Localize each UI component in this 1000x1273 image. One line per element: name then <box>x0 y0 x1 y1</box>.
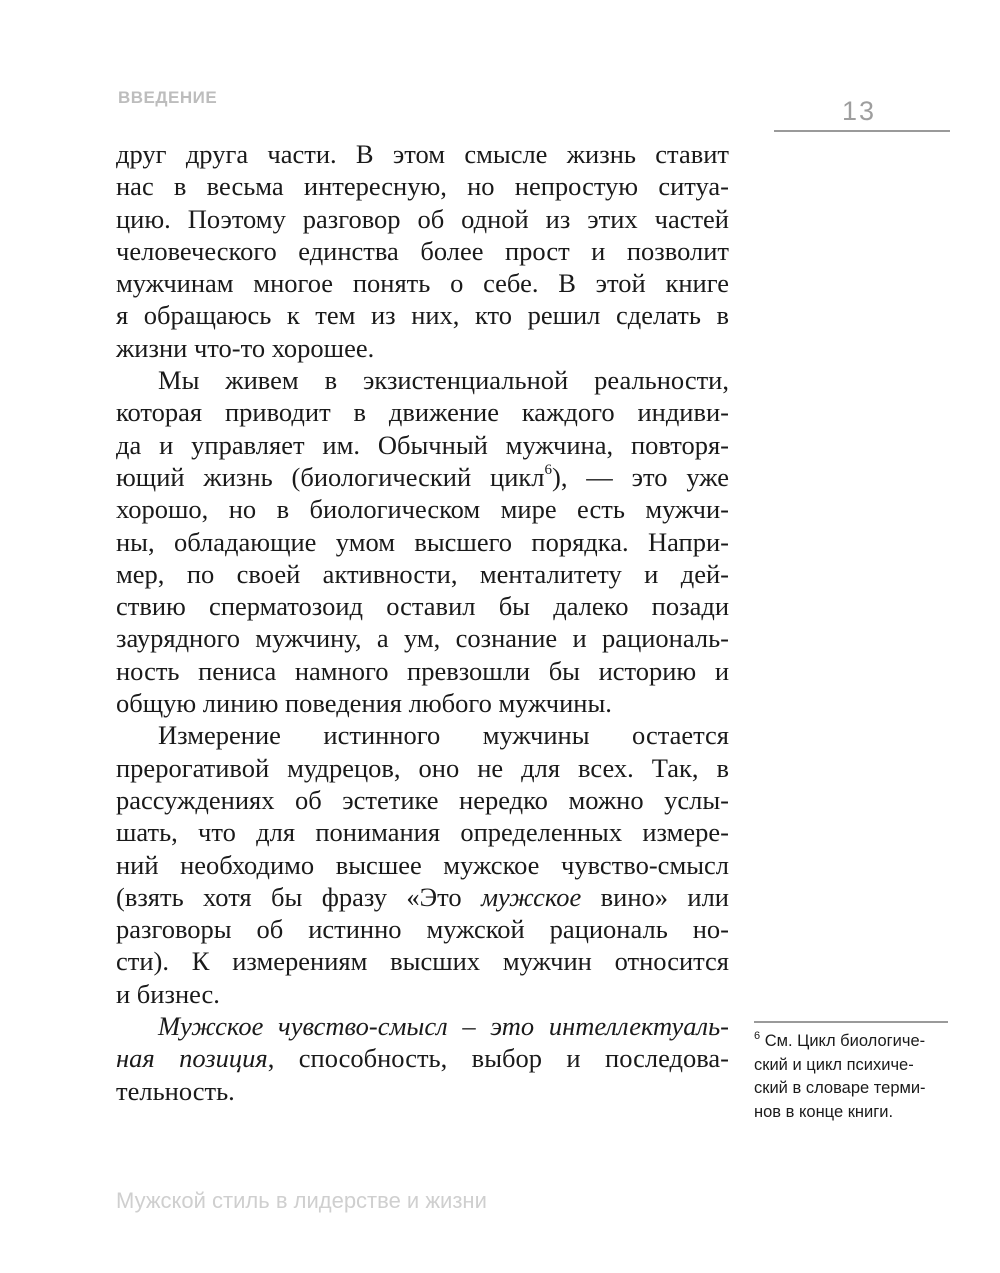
footnote-line: ский и цикл психиче- <box>754 1055 914 1074</box>
text-line: которая приводит в движение каждого индиви- <box>116 397 729 428</box>
text-line: мер, по своей активности, менталитету и дей- <box>116 558 729 589</box>
footnote-marker: 6 <box>754 1029 761 1042</box>
running-foot: Мужской стиль в лидерстве и жизни <box>116 1188 487 1213</box>
text-fragment: ющий жизнь (биологический цикл <box>116 461 545 492</box>
text-line-with-note <box>116 461 729 493</box>
footnote-text: См. Цикл биологиче- <box>760 1032 926 1050</box>
text-line: ний необходимо высшее мужское чувство-смысл <box>116 849 729 880</box>
running-head: ВВЕДЕНИЕ <box>118 88 218 107</box>
text-line: цию. Поэтому разговор об одной из этих частей <box>116 203 729 234</box>
text-line: Мы живем в экзистенциальной реальности, <box>158 365 729 396</box>
text-line: человеческого единства более прост и позволит <box>116 235 729 266</box>
text-line: ность пениса намного превзошли бы историю и <box>116 655 729 686</box>
text-line: жизни что-то хорошее. <box>116 332 375 363</box>
paragraph-2 <box>116 364 729 719</box>
text-line: мужчинам многое понять о себе. В этой книге <box>116 268 729 299</box>
text-line: заурядного мужчину, а ум, сознание и рациональ- <box>116 623 729 654</box>
text-fragment: ), — это уже <box>552 461 729 492</box>
text-line: тельность. <box>116 1075 235 1106</box>
text-line: шать, что для понимания определенных измере- <box>116 817 729 848</box>
footnote-line <box>754 1030 954 1054</box>
text-line <box>116 1010 729 1042</box>
paragraph-1 <box>116 138 729 364</box>
text-line: друг друга части. В этом смысле жизнь ставит <box>116 139 729 169</box>
text-line: хорошо, но в биологическом мире есть мужчи- <box>116 494 729 525</box>
text-line: ны, обладающие умом высшего порядка. Напри- <box>116 526 729 557</box>
text-line: рассуждениях об эстетике нередко можно услы- <box>116 784 729 815</box>
text-line: да и управляет им. Обычный мужчина, повторя- <box>116 429 729 460</box>
text-line: ствию сперматозоид оставил бы далеко позади <box>116 591 729 622</box>
text-line <box>116 1042 729 1074</box>
text-line: нас в весьма интересную, но непростую ситуа- <box>116 171 729 202</box>
text-line: общую линию поведения любого мужчины. <box>116 688 612 719</box>
text-line: и бизнес. <box>116 978 220 1009</box>
footnote-rule <box>754 1021 948 1023</box>
paragraph-3 <box>116 719 729 1010</box>
text-fragment: (взять хотя бы фразу «Это <box>116 881 482 912</box>
italic-definition: Мужское чувство-смысл – это интеллектуаль- <box>158 1011 729 1042</box>
footnote-line: ский в словаре терми- <box>754 1079 926 1098</box>
page-number: 13 <box>842 96 877 126</box>
text-fragment: вино» или <box>581 881 729 912</box>
text-line-with-italic <box>116 881 729 913</box>
main-text <box>116 138 729 1107</box>
text-line: разговоры об истинно мужской рациональ но- <box>116 914 729 945</box>
header-rule <box>774 130 950 132</box>
footnote <box>754 1030 954 1124</box>
italic-fragment: ная позиция <box>116 1043 268 1074</box>
footnote-reference: 6 <box>544 462 552 479</box>
paragraph-4 <box>116 1010 729 1107</box>
text-fragment: , способность, выбор и последова- <box>267 1043 729 1074</box>
text-line: прерогативой мудрецов, оно не для всех. Так, в <box>116 752 729 783</box>
text-line: Измерение истинного мужчины остается <box>158 720 729 751</box>
footnote-line: нов в конце книги. <box>754 1102 894 1121</box>
italic-word: мужское <box>481 881 582 912</box>
text-line: сти). К измерениям высших мужчин относится <box>116 946 729 977</box>
text-line: я обращаюсь к тем из них, кто решил сделать в <box>116 300 729 331</box>
